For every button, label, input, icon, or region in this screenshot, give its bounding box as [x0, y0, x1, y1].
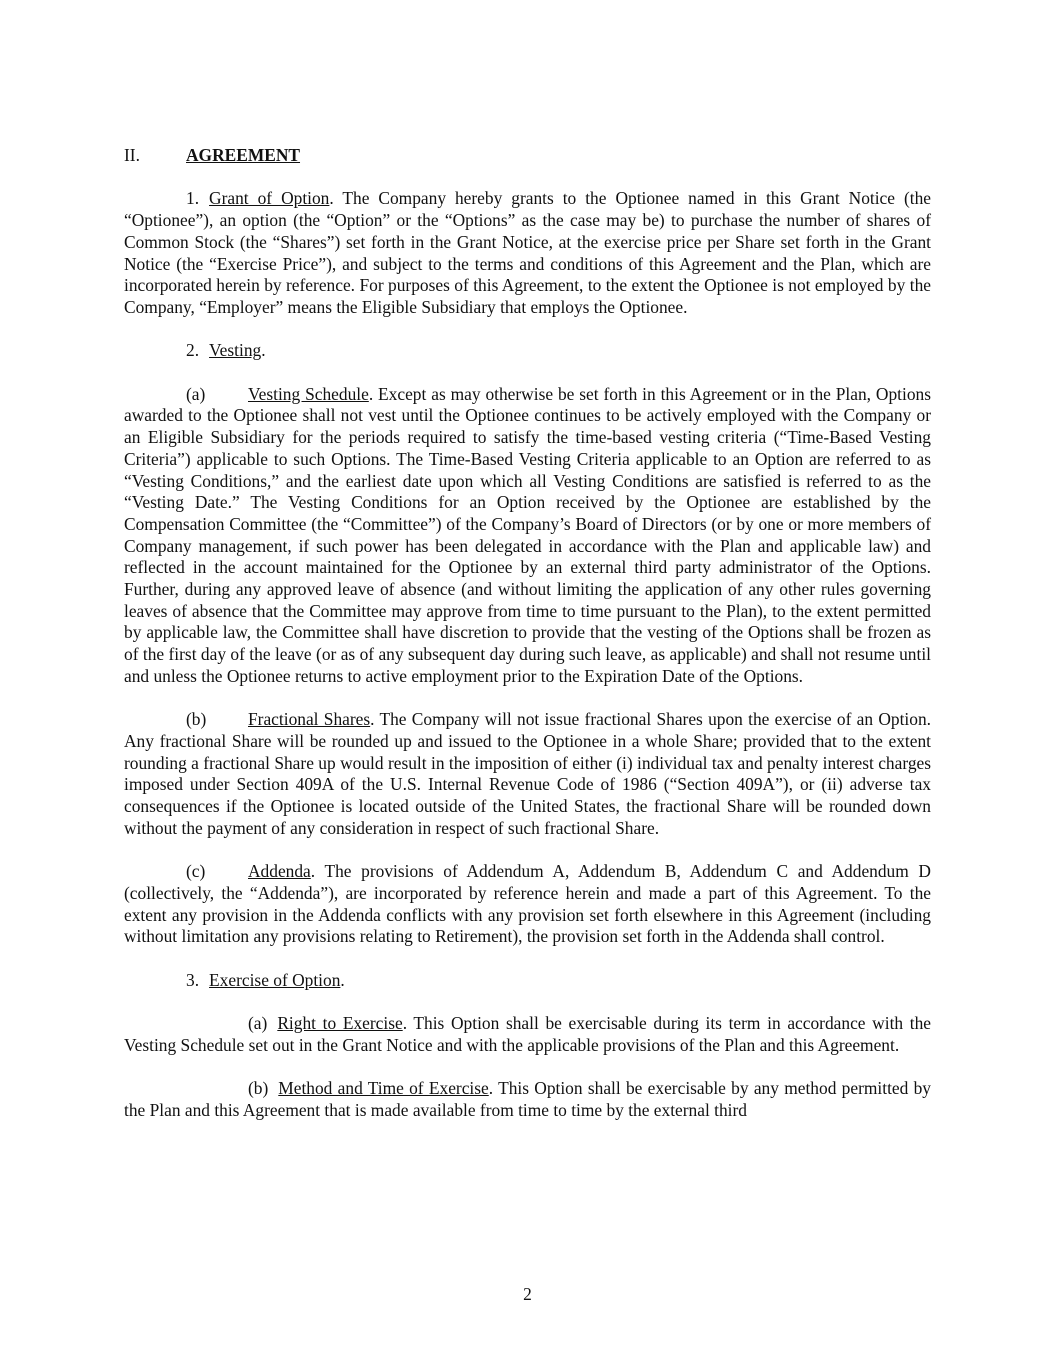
paragraph-number: 2.	[186, 340, 200, 361]
paragraph-text: . The provisions of Addendum A, Addendum B, Addendum C and Addendum D (collectively, the “Addenda”), are incorporated by reference herein and made a part of this Agreement. To the extent any provision in the Addenda conflicts with any provision set forth elsewhere in this Agreement (including without limitation any provisions relating to Retirement), the provision set forth in the Addenda shall control.	[124, 861, 931, 947]
paragraph-text: . This Option shall be exercisable during its term in accordance with the Vesting Schedule set out in the Grant Notice and with the applicable provisions of the Plan and this Agreement.	[124, 1013, 932, 1055]
paragraph-vesting	[124, 340, 931, 362]
section-heading	[124, 145, 931, 167]
paragraph-text: . The Company will not issue fractional Shares upon the exercise of an Option. Any fractional Share will be rounded up and issued to the Optionee in a whole Share; provided that to the extent rounding a fractional Share up would result in the imposition of either (i) individual tax and penalty interest charges imposed under Section 409A of the U.S. Internal Revenue Code of 1986 (“Section 409A”), or (ii) adverse tax consequences if the Optionee is located outside of the United States, the fractional Share will be rounded down without the payment of any consideration in respect of such fractional Share.	[124, 709, 932, 838]
subparagraph-label: (a)	[248, 1013, 268, 1034]
paragraph-number: 3.	[186, 969, 200, 990]
paragraph-caption: Right to Exercise	[277, 1013, 403, 1034]
paragraph-fractional-shares	[124, 709, 931, 839]
subparagraph-label: (b)	[186, 709, 207, 730]
page-number: 2	[523, 1284, 532, 1304]
paragraph-text: .	[261, 340, 266, 361]
section-title: AGREEMENT	[186, 145, 301, 165]
paragraph-caption: Exercise of Option	[209, 969, 341, 990]
paragraph-caption: Method and Time of Exercise	[278, 1078, 489, 1099]
paragraph-text: . Except as may otherwise be set forth in this Agreement or in the Plan, Options awarded to the Optionee shall not vest until the Optionee continues to be actively employed with the Company or an Eligible Subsidiary for the periods required to satisfy the time-based vesting criteria (“Time-Based Vesting Criteria”) applicable to such Options. The Time-Based Vesting Criteria applicable to an Option are referred to as “Vesting Conditions,” and the earliest date upon which all Vesting Conditions are satisfied is referred to as the “Vesting Date.” The Vesting Conditions for an Option received by the Optionee are established by the Compensation Committee (the “Committee”) of the Company’s Board of Directors (or by one or more members of Company management, if such power has been delegated in accordance with the Plan and applicable law) and reflected in the account maintained for the Optionee by an external third party administrator of the Options. Further, during any approved leave of absence (and without limiting the application of any other rules governing leaves of absence that the Committee may approve from time to time pursuant to the Plan), to the extent permitted by applicable law, the Committee shall have discretion to provide that the vesting of the Options shall be frozen as of the first day of the leave (or as of any subsequent day during such leave, as applicable) and shall not resume until and unless the Optionee returns to active employment prior to the Expiration Date of the Options.	[124, 383, 931, 686]
paragraph-addenda	[124, 861, 931, 948]
paragraph-text: . The Company hereby grants to the Optionee named in this Grant Notice (the “Optionee”), an option (the “Option” or the “Options” as the case may be) to purchase the number of shares of Common Stock (the “Shares”) set forth in the Grant Notice, at the exercise price per Share set forth in the Grant Notice (the “Exercise Price”), and subject to the terms and conditions of this Agreement and the Plan, which are incorporated herein by reference. For purposes of this Agreement, to the extent the Optionee is not employed by the Company, “Employer” means the Eligible Subsidiary that employs the Optionee.	[124, 188, 931, 317]
paragraph-text: .	[340, 969, 345, 990]
paragraph-vesting-schedule	[124, 384, 931, 688]
paragraph-number: 1.	[186, 188, 200, 209]
paragraph-caption: Vesting	[209, 340, 262, 361]
subparagraph-label: (c)	[186, 861, 206, 882]
paragraph-caption: Grant of Option	[209, 188, 330, 209]
document-page	[124, 145, 931, 1122]
paragraph-text: . This Option shall be exercisable by any method permitted by the Plan and this Agreement that is made available from time to time by the external third	[124, 1078, 931, 1120]
section-number: II.	[124, 145, 140, 165]
paragraph-method-and-time-of-exercise	[124, 1078, 931, 1121]
paragraph-grant-of-option	[124, 188, 931, 318]
paragraph-caption: Fractional Shares	[248, 709, 371, 730]
subparagraph-label: (a)	[186, 383, 206, 404]
paragraph-right-to-exercise	[124, 1013, 931, 1056]
paragraph-exercise-of-option	[124, 970, 931, 992]
paragraph-caption: Addenda	[248, 861, 311, 882]
subparagraph-label: (b)	[248, 1078, 269, 1099]
paragraph-caption: Vesting Schedule	[248, 383, 369, 404]
